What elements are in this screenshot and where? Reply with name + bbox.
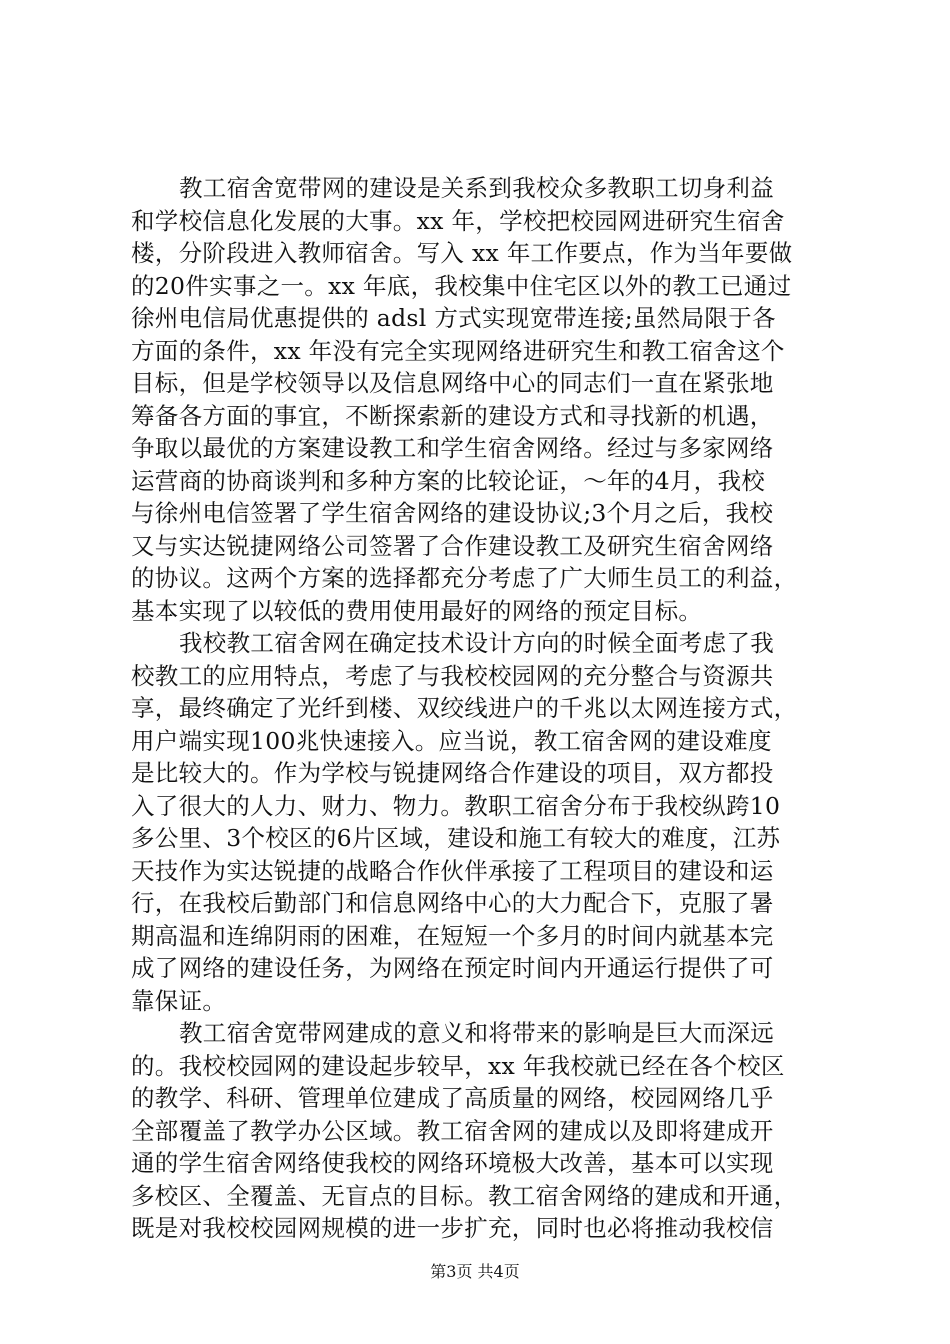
paragraph-3-line: 全部覆盖了教学办公区域。教工宿舍网的建成以及即将建成开 bbox=[131, 1116, 774, 1145]
paragraph-1-line: 和学校信息化发展的大事。xx 年，学校把校园网进研究生宿舍 bbox=[131, 206, 785, 235]
body-text bbox=[131, 172, 831, 1245]
paragraph-1-line: 教工宿舍宽带网的建设是关系到我校众多教职工切身利益 bbox=[179, 174, 774, 202]
paragraph-2-line: 多公里、3个校区的6片区域，建设和施工有较大的难度，江苏 bbox=[131, 824, 781, 852]
paragraph-3-line: 的教学、科研、管理单位建成了高质量的网络，校园网络几乎 bbox=[131, 1084, 774, 1112]
paragraph-1-line: 楼，分阶段进入教师宿舍。写入 xx 年工作要点，作为当年要做 bbox=[131, 239, 793, 267]
paragraph-1-line: 又与实达锐捷网络公司签署了合作建设教工及研究生宿舍网络 bbox=[131, 531, 774, 560]
paragraph-3-line: 的。我校校园网的建设起步较早，xx 年我校就已经在各个校区 bbox=[131, 1051, 785, 1080]
paragraph-2-line: 入了很大的人力、财力、物力。教职工宿舍分布于我校纵跨10 bbox=[131, 791, 781, 820]
paragraph-2-line: 靠保证。 bbox=[131, 986, 227, 1015]
paragraph-1-line: 方面的条件，xx 年没有完全实现网络进研究生和教工宿舍这个 bbox=[131, 336, 785, 365]
paragraph-1-line: 基本实现了以较低的费用使用最好的网络的预定目标。 bbox=[131, 596, 703, 625]
paragraph-2-line: 用户端实现100兆快速接入。应当说，教工宿舍网的建设难度 bbox=[131, 726, 772, 755]
paragraph-1-line: 与徐州电信签署了学生宿舍网络的建设协议;3个月之后，我校 bbox=[131, 499, 774, 527]
paragraph-1-line: 目标，但是学校领导以及信息网络中心的同志们一直在紧张地 bbox=[131, 369, 774, 397]
paragraph-1-line: 的协议。这两个方案的选择都充分考虑了广大师生员工的利益， bbox=[131, 564, 798, 592]
paragraph-1-line: 的20件实事之一。xx 年底，我校集中住宅区以外的教工已通过 bbox=[131, 271, 792, 300]
paragraph-2-line: 享，最终确定了光纤到楼、双绞线进户的千兆以太网连接方式， bbox=[131, 694, 798, 722]
paragraph-1-line: 运营商的协商谈判和多种方案的比较论证，～年的4月，我校 bbox=[131, 466, 766, 495]
paragraph-1-line: 争取以最优的方案建设教工和学生宿舍网络。经过与多家网络 bbox=[131, 434, 774, 462]
paragraph-2-line: 我校教工宿舍网在确定技术设计方向的时候全面考虑了我 bbox=[179, 629, 774, 657]
paragraph-3-line: 教工宿舍宽带网建成的意义和将带来的影响是巨大而深远 bbox=[179, 1019, 774, 1047]
page-footer bbox=[0, 1262, 950, 1282]
paragraph-3-line: 通的学生宿舍网络使我校的网络环境极大改善，基本可以实现 bbox=[131, 1149, 774, 1177]
paragraph-2-line: 期高温和连绵阴雨的困难，在短短一个多月的时间内就基本完 bbox=[131, 921, 774, 950]
paragraph-3-line: 多校区、全覆盖、无盲点的目标。教工宿舍网络的建成和开通， bbox=[131, 1181, 798, 1210]
paragraph-2-line: 校教工的应用特点，考虑了与我校校园网的充分整合与资源共 bbox=[131, 661, 774, 690]
page-number-label: 第3页 共4页 bbox=[430, 1262, 520, 1281]
paragraph-2-line: 行，在我校后勤部门和信息网络中心的大力配合下，克服了暑 bbox=[131, 889, 774, 917]
paragraph-2-line: 是比较大的。作为学校与锐捷网络合作建设的项目，双方都投 bbox=[131, 759, 774, 787]
paragraph-2-line: 天技作为实达锐捷的战略合作伙伴承接了工程项目的建设和运 bbox=[131, 856, 774, 885]
paragraph-3-line: 既是对我校校园网规模的进一步扩充，同时也必将推动我校信 bbox=[131, 1214, 774, 1242]
paragraph-2-line: 成了网络的建设任务，为网络在预定时间内开通运行提供了可 bbox=[131, 954, 774, 982]
paragraph-1-line: 筹备各方面的事宜，不断探索新的建设方式和寻找新的机遇， bbox=[131, 401, 774, 430]
paragraph-1-line: 徐州电信局优惠提供的 adsl 方式实现宽带连接;虽然局限于各 bbox=[131, 304, 776, 332]
